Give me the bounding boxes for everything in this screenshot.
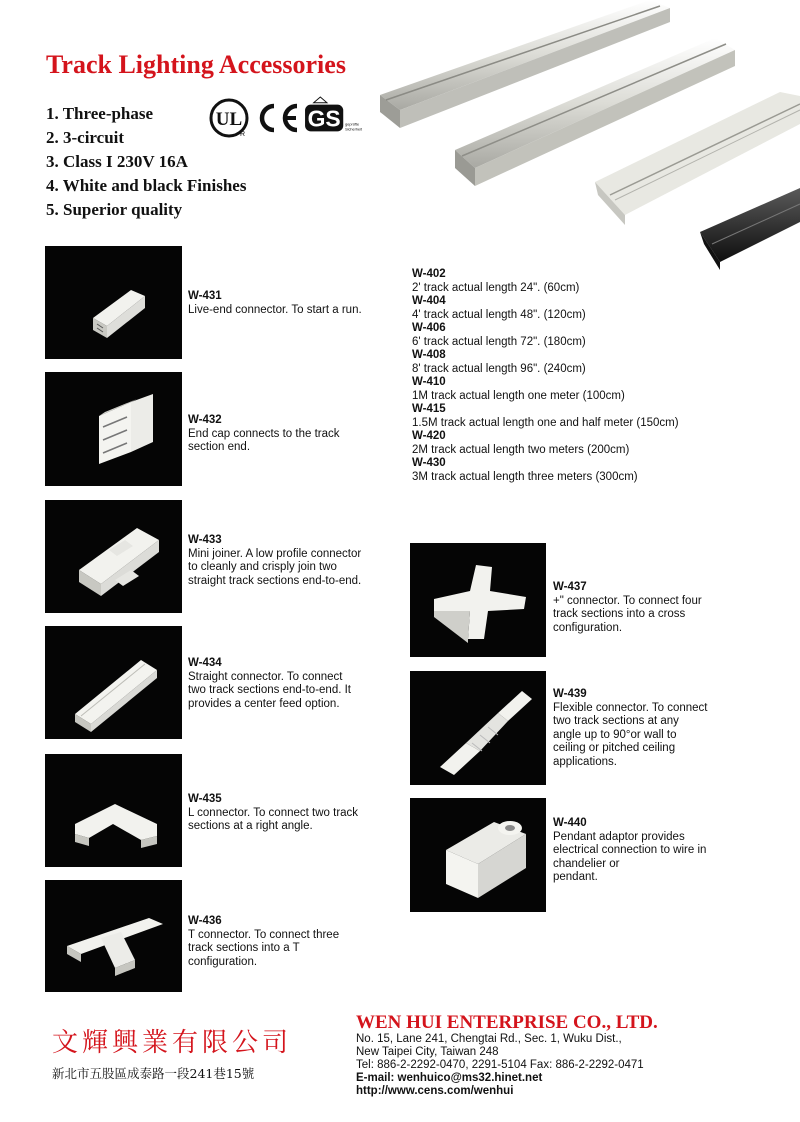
product-desc-line: section end. bbox=[188, 441, 251, 453]
product-desc-line: sections at a right angle. bbox=[188, 820, 313, 832]
svg-text:Sicherheit: Sicherheit bbox=[345, 127, 363, 132]
website-link[interactable]: http://www.cens.com/wenhui bbox=[356, 1085, 514, 1097]
product-desc-line: Pendant adaptor provides bbox=[553, 830, 685, 843]
product-item bbox=[188, 657, 351, 711]
product-item bbox=[188, 290, 362, 317]
track-code: W-415 bbox=[412, 403, 446, 415]
track-code: W-420 bbox=[412, 430, 446, 442]
product-desc-line: two track sections end-to-end. It bbox=[188, 684, 351, 696]
gs-logo bbox=[300, 97, 363, 139]
w436-photo bbox=[45, 880, 182, 992]
product-desc-line: applications. bbox=[553, 755, 617, 768]
w431-photo bbox=[45, 246, 182, 359]
track-code: W-404 bbox=[412, 295, 446, 307]
product-desc-line: L connector. To connect two track bbox=[188, 806, 359, 819]
product-code: W-435 bbox=[188, 793, 222, 805]
w432-photo bbox=[45, 372, 182, 486]
chinese-company-name: 文輝興業有限公司 bbox=[52, 1028, 293, 1058]
product-item bbox=[553, 817, 706, 885]
phone-fax-line: Tel: 886-2-2292-0470, 2291-5104 Fax: 886-2-2292-0471 bbox=[356, 1059, 644, 1071]
product-desc-line: Flexible connector. To connect bbox=[553, 701, 708, 714]
product-code: W-432 bbox=[188, 414, 222, 426]
track-desc: 8' track actual length 96". (240cm) bbox=[412, 362, 586, 375]
product-item bbox=[188, 534, 361, 588]
ul-logo bbox=[204, 97, 254, 139]
track-list bbox=[412, 268, 679, 484]
track-code: W-408 bbox=[412, 349, 446, 361]
address-line: New Taipei City, Taiwan 248 bbox=[356, 1046, 499, 1058]
product-desc-line: T connector. To connect three bbox=[188, 928, 340, 941]
address-line: No. 15, Lane 241, Chengtai Rd., Sec. 1, Wuku Dist., bbox=[356, 1033, 622, 1045]
track-desc: 3M track actual length three meters (300cm) bbox=[412, 470, 638, 483]
track-code: W-406 bbox=[412, 322, 446, 334]
w440-photo bbox=[410, 798, 546, 912]
product-desc-line: ceiling or pitched ceiling bbox=[553, 742, 676, 754]
w439-photo bbox=[410, 671, 546, 785]
w437-photo bbox=[410, 543, 546, 657]
product-desc-line: pendant. bbox=[553, 871, 598, 883]
email-line[interactable]: E-mail: wenhuico@ms32.hinet.net bbox=[356, 1072, 543, 1084]
w435-photo bbox=[45, 754, 182, 867]
feature-item: 3. Class I 230V 16A bbox=[46, 152, 188, 171]
company-name: WEN HUI ENTERPRISE CO., LTD. bbox=[356, 1012, 658, 1033]
track-desc: 1M track actual length one meter (100cm) bbox=[412, 389, 625, 402]
product-desc-line: angle up to 90°or wall to bbox=[553, 728, 677, 741]
product-code: W-440 bbox=[553, 817, 587, 829]
product-desc-line: provides a center feed option. bbox=[188, 697, 340, 710]
track-desc: 1.5M track actual length one and half meter (150cm) bbox=[412, 416, 679, 429]
product-code: W-434 bbox=[188, 657, 222, 669]
feature-item: 2. 3-circuit bbox=[46, 128, 125, 147]
product-desc-line: electrical connection to wire in bbox=[553, 844, 707, 856]
product-desc-line: track sections into a cross bbox=[553, 608, 686, 620]
product-code: W-437 bbox=[553, 581, 587, 593]
product-desc-line: Straight connector. To connect bbox=[188, 670, 343, 683]
track-code: W-430 bbox=[412, 457, 446, 469]
product-item bbox=[553, 581, 702, 635]
chinese-address: 新北市五股區成泰路一段241巷15號 bbox=[52, 1066, 255, 1081]
company-contact bbox=[356, 1033, 644, 1098]
ce-logo bbox=[255, 97, 301, 139]
product-desc-line: End cap connects to the track bbox=[188, 427, 340, 440]
product-desc-line: configuration. bbox=[553, 621, 623, 634]
product-desc-line: track sections into a T bbox=[188, 942, 300, 954]
product-item bbox=[188, 793, 358, 834]
track-desc: 2M track actual length two meters (200cm) bbox=[412, 443, 630, 456]
track-code: W-410 bbox=[412, 376, 446, 388]
svg-text:geprüfte: geprüfte bbox=[345, 122, 360, 127]
track-desc: 4' track actual length 48". (120cm) bbox=[412, 308, 586, 321]
product-desc-line: to cleanly and crisply join two bbox=[188, 561, 337, 573]
product-item bbox=[188, 915, 339, 969]
w433-photo bbox=[45, 500, 182, 613]
svg-text:GS: GS bbox=[307, 105, 341, 132]
product-code: W-433 bbox=[188, 534, 222, 546]
product-desc-line: chandelier or bbox=[553, 857, 620, 870]
product-code: W-436 bbox=[188, 915, 222, 927]
track-desc: 6' track actual length 72". (180cm) bbox=[412, 335, 586, 348]
feature-item: 1. Three-phase bbox=[46, 104, 154, 123]
product-desc-line: straight track sections end-to-end. bbox=[188, 574, 362, 587]
track-code: W-402 bbox=[412, 268, 446, 280]
feature-item: 4. White and black Finishes bbox=[46, 176, 247, 195]
svg-text:R: R bbox=[240, 131, 246, 138]
page-title: Track Lighting Accessories bbox=[46, 50, 346, 79]
product-item bbox=[553, 688, 708, 769]
product-desc-line: Live-end connector. To start a run. bbox=[188, 303, 362, 316]
product-desc-line: Mini joiner. A low profile connector bbox=[188, 547, 362, 560]
product-code: W-431 bbox=[188, 290, 222, 302]
product-desc-line: +" connector. To connect four bbox=[553, 594, 702, 607]
product-desc-line: configuration. bbox=[188, 955, 258, 968]
w434-photo bbox=[45, 626, 182, 739]
track-sections-image bbox=[370, 0, 800, 270]
product-desc-line: two track sections at any bbox=[553, 715, 679, 727]
product-code: W-439 bbox=[553, 688, 587, 700]
feature-item: 5. Superior quality bbox=[46, 200, 183, 219]
product-item bbox=[188, 414, 340, 455]
svg-text:UL: UL bbox=[215, 109, 243, 130]
track-desc: 2' track actual length 24". (60cm) bbox=[412, 281, 580, 294]
